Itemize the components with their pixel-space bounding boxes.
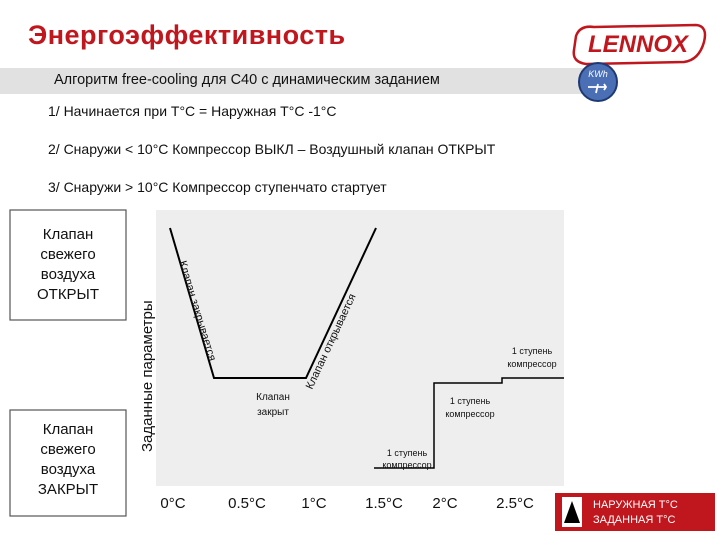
closed-label-2: закрыт	[257, 407, 289, 418]
stage-2-label-2: компрессор	[445, 409, 495, 419]
stage-2-label-1: 1 ступень	[449, 396, 491, 406]
rule-3: 3/ Снаружи > 10°C Компрессор ступенчато стартует	[48, 179, 387, 195]
x-tick-1: 0.5°C	[228, 495, 266, 512]
opening-label: Клапан открывается	[303, 292, 359, 392]
subtitle: Алгоритм free-cooling для C40 с динамическим заданием	[54, 72, 440, 88]
closed-label-1: Клапан	[256, 392, 290, 403]
x-tick-4: 2°C	[432, 495, 458, 512]
y-axis-label: Заданные параметры	[139, 300, 156, 452]
stage-3-label-2: компрессор	[507, 359, 557, 369]
stage-1-label-1: 1 ступень	[386, 448, 428, 458]
page-title: Энергоэффективность	[28, 20, 346, 50]
legend-line-2: ЗАДАННАЯ T°C	[593, 514, 676, 526]
rule-2: 2/ Снаружи < 10°C Компрессор ВЫКЛ – Воздушный клапан ОТКРЫТ	[48, 141, 496, 157]
closing-label: Клапан закрывается	[176, 259, 219, 363]
legend-line-1: НАРУЖНАЯ T°C	[593, 499, 678, 511]
kwh-label: KWh	[588, 69, 608, 79]
kwh-meter-icon	[576, 60, 620, 104]
plot-area	[156, 210, 564, 486]
box-closed-line-3: воздуха	[40, 461, 96, 478]
stage-1-label-2: компрессор	[382, 460, 432, 470]
triangle-icon	[562, 497, 582, 527]
box-closed-line-4: ЗАКРЫТ	[37, 481, 99, 498]
logo-text: LENNOX	[587, 31, 689, 58]
box-open-line-1: Клапан	[42, 226, 94, 243]
stage-3-label-1: 1 ступень	[511, 346, 553, 356]
x-tick-0: 0°C	[160, 495, 186, 512]
box-open-label	[10, 225, 126, 305]
rule-1: 1/ Начинается при T°C = Наружная T°C -1°C	[48, 103, 337, 119]
x-tick-5: 2.5°C	[496, 495, 534, 512]
x-tick-2: 1°C	[301, 495, 327, 512]
box-open-line-4: ОТКРЫТ	[36, 286, 99, 303]
box-open-line-3: воздуха	[40, 266, 96, 283]
box-closed-label	[10, 420, 126, 500]
box-closed-line-1: Клапан	[42, 421, 94, 438]
x-tick-3: 1.5°C	[365, 495, 403, 512]
box-open-line-2: свежего	[40, 246, 96, 263]
box-closed-line-2: свежего	[40, 441, 96, 458]
